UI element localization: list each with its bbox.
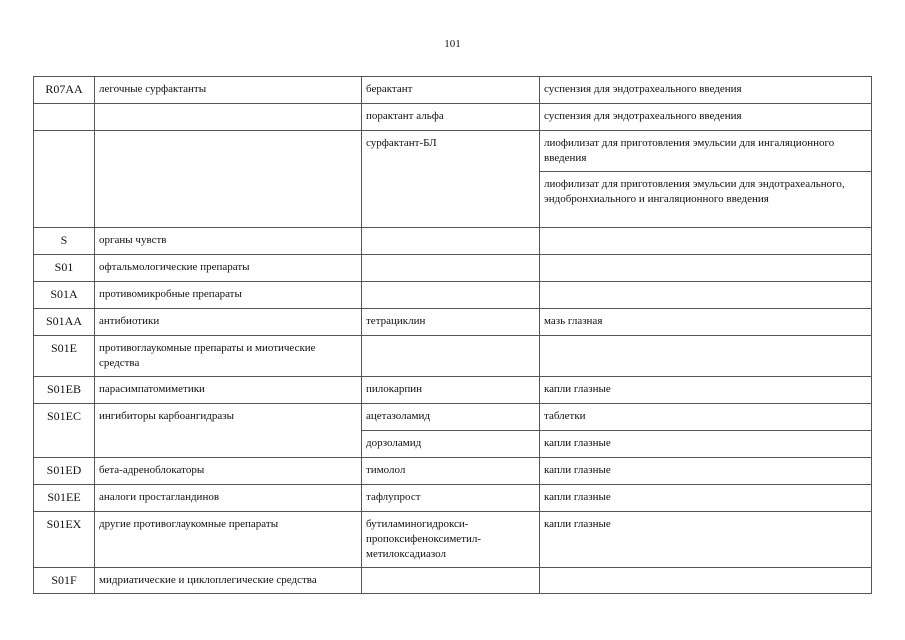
table-row [34, 458, 872, 485]
atc-code: S01ED [34, 458, 95, 485]
atc-code: S01EX [34, 512, 95, 568]
atc-code: S [34, 228, 95, 255]
dosage-form: лиофилизат для приготовления эмульсии для ингаляционного введения [540, 131, 872, 172]
table-row [34, 309, 872, 336]
group-name: ингибиторы карбоангидразы [95, 404, 362, 458]
drug-name [362, 228, 540, 255]
medication-table [33, 76, 872, 594]
group-name: легочные сурфактанты [95, 77, 362, 104]
drug-name [362, 255, 540, 282]
drug-name: дорзоламид [362, 431, 540, 458]
drug-name: тимолол [362, 458, 540, 485]
drug-name [362, 568, 540, 594]
group-name: противоглаукомные препараты и миотические средства [95, 336, 362, 377]
dosage-form [540, 336, 872, 377]
drug-name [362, 282, 540, 309]
table-row [34, 131, 872, 172]
group-name: противомикробные препараты [95, 282, 362, 309]
table-row [34, 228, 872, 255]
dosage-form: капли глазные [540, 485, 872, 512]
atc-code [34, 131, 95, 228]
dosage-form: таблетки [540, 404, 872, 431]
group-name: другие противоглаукомные препараты [95, 512, 362, 568]
dosage-form: мазь глазная [540, 309, 872, 336]
table-row [34, 485, 872, 512]
drug-name: сурфактант-БЛ [362, 131, 540, 228]
dosage-form: капли глазные [540, 431, 872, 458]
dosage-form: капли глазные [540, 512, 872, 568]
atc-code: S01AA [34, 309, 95, 336]
group-name: антибиотики [95, 309, 362, 336]
drug-name: порактант альфа [362, 104, 540, 131]
atc-code [34, 104, 95, 131]
table-row [34, 568, 872, 594]
table-row [34, 255, 872, 282]
group-name: офтальмологические препараты [95, 255, 362, 282]
atc-code: S01 [34, 255, 95, 282]
group-name: аналоги простагландинов [95, 485, 362, 512]
drug-name: бутиламиногидрокси-пропоксифеноксиметил-метилоксадиазол [362, 512, 540, 568]
drug-name: берактант [362, 77, 540, 104]
atc-code: R07AA [34, 77, 95, 104]
atc-code: S01EB [34, 377, 95, 404]
dosage-form: суспензия для эндотрахеального введения [540, 77, 872, 104]
table-row [34, 104, 872, 131]
group-name [95, 131, 362, 228]
dosage-form [540, 228, 872, 255]
drug-name: тафлупрост [362, 485, 540, 512]
dosage-form [540, 282, 872, 309]
atc-code: S01EE [34, 485, 95, 512]
table-row [34, 404, 872, 431]
page-number: 101 [444, 38, 461, 50]
atc-code: S01EC [34, 404, 95, 458]
dosage-form: лиофилизат для приготовления эмульсии для эндотрахеального, эндобронхиального и ингаляционного введения [540, 172, 872, 228]
drug-name: ацетазоламид [362, 404, 540, 431]
atc-code: S01F [34, 568, 95, 594]
dosage-form: капли глазные [540, 377, 872, 404]
table-row [34, 377, 872, 404]
dosage-form: суспензия для эндотрахеального введения [540, 104, 872, 131]
table-row [34, 77, 872, 104]
table-row [34, 512, 872, 568]
table-row [34, 336, 872, 377]
drug-name: тетрациклин [362, 309, 540, 336]
group-name: органы чувств [95, 228, 362, 255]
dosage-form: капли глазные [540, 458, 872, 485]
atc-code: S01E [34, 336, 95, 377]
dosage-form [540, 255, 872, 282]
group-name [95, 104, 362, 131]
drug-name [362, 336, 540, 377]
table-row [34, 282, 872, 309]
atc-code: S01A [34, 282, 95, 309]
drug-name: пилокарпин [362, 377, 540, 404]
dosage-form [540, 568, 872, 594]
group-name: парасимпатомиметики [95, 377, 362, 404]
group-name: бета-адреноблокаторы [95, 458, 362, 485]
group-name: мидриатические и циклоплегические средства [95, 568, 362, 594]
